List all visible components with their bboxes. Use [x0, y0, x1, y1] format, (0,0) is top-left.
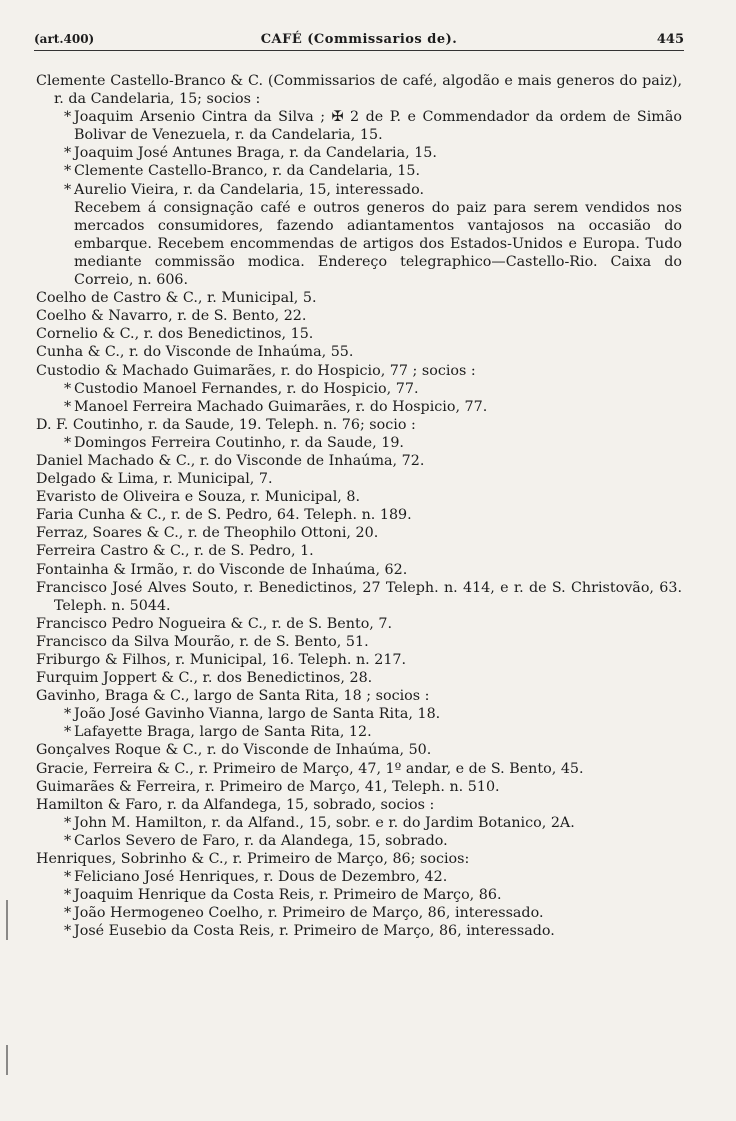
firm-entry: Guimarães & Ferreira, r. Primeiro de Março, 41, Teleph. n. 510. [36, 778, 500, 795]
running-header [34, 32, 684, 51]
partner-entry: * João José Gavinho Vianna, largo de Santa Rita, 18. [36, 705, 682, 723]
partner-entry: * Clemente Castello-Branco, r. da Candelaria, 15. [36, 162, 682, 180]
partner-entry: * Custodio Manoel Fernandes, r. do Hospicio, 77. [36, 380, 682, 398]
scan-mark [6, 900, 8, 940]
firm-entry: Gavinho, Braga & C., largo de Santa Rita, 18 ; socios : [36, 688, 430, 705]
partner-entry: * Joaquim Henrique da Costa Reis, r. Primeiro de Março, 86. [36, 886, 682, 904]
article-reference: (art.400) [34, 32, 95, 46]
firm-entry: Fontainha & Irmão, r. do Visconde de Inhaúma, 62. [36, 561, 408, 578]
firm-entry: Ferraz, Soares & C., r. de Theophilo Ottoni, 20. [36, 525, 379, 542]
partner-entry: * Feliciano José Henriques, r. Dous de Dezembro, 42. [36, 868, 682, 886]
partner-entry: * Carlos Severo de Faro, r. da Alandega, 15, sobrado. [36, 832, 682, 850]
firm-entry: Custodio & Machado Guimarães, r. do Hospicio, 77 ; socios : [36, 362, 476, 379]
firm-entry: Ferreira Castro & C., r. de S. Pedro, 1. [36, 543, 314, 560]
firm-entry: Furquim Joppert & C., r. dos Benedictinos, 28. [36, 670, 373, 687]
firm-entry: Hamilton & Faro, r. da Alfandega, 15, sobrado, socios : [36, 796, 435, 813]
partner-entry: * Lafayette Braga, largo de Santa Rita, 12. [36, 723, 682, 741]
firm-entry: Henriques, Sobrinho & C., r. Primeiro de Março, 86; socios: [36, 851, 470, 868]
firm-entry: Friburgo & Filhos, r. Municipal, 16. Teleph. n. 217. [36, 652, 407, 668]
partner-entry: * Aurelio Vieira, r. da Candelaria, 15, interessado. [36, 181, 682, 199]
firm-entry: Evaristo de Oliveira e Souza, r. Municipal, 8. [36, 489, 361, 506]
partner-entry: * Joaquim José Antunes Braga, r. da Candelaria, 15. [36, 144, 682, 162]
firm-description: Recebem á consignação café e outros generos do paiz para serem vendidos nos mercados consumidores, fazendo adiantamentos vantajosos na occasião do embarque. Recebem encommendas de artigos dos Estados-Unidos e Europa. Tudo mediante commissão modica. Endereço telegraphico—Castello-Rio. Caixa do Correio, n. 606. [74, 199, 682, 289]
firm-entry: Daniel Machado & C., r. do Visconde de Inhaúma, 72. [36, 452, 425, 469]
firm-entry: Francisco Pedro Noguеira & C., r. de S. Bento, 7. [36, 615, 393, 632]
directory-entries [36, 72, 682, 941]
partner-entry: * João Hermogeneo Coelho, r. Primeiro de Março, 86, interessado. [36, 904, 682, 922]
firm-entry: Coelho & Navarro, r. de S. Bento, 22. [36, 308, 307, 325]
page-number: 445 [656, 32, 684, 47]
firm-entry: Faria Cunha & C., r. de S. Pedro, 64. Teleph. n. 189. [36, 507, 412, 524]
firm-entry: Delgado & Lima, r. Municipal, 7. [36, 471, 273, 488]
section-title: CAFÉ (Commissarios de). [260, 32, 458, 47]
partner-entry: * Manoel Ferreira Machado Guimarães, r. do Hospicio, 77. [36, 398, 682, 416]
partner-entry: * Domingos Ferreira Coutinho, r. da Saude, 19. [36, 434, 682, 452]
partner-entry: * José Eusebio da Costa Reis, r. Primeiro de Março, 86, interessado. [36, 922, 682, 940]
partner-entry: * Joaquim Arsenio Cintra da Silva ; ✠ 2 de P. e Commendador da ordem de Simão Bolivar de Venezuela, r. da Candelaria, 15. [36, 108, 682, 144]
firm-entry: Coelho de Castro & C., r. Municipal, 5. [36, 290, 317, 307]
firm-entry: Cunha & C., r. do Visconde de Inhaúma, 55. [36, 344, 354, 361]
firm-entry: Gracie, Ferreira & C., r. Primeiro de Março, 47, 1º andar, e de S. Bento, 45. [36, 760, 584, 777]
firm-entry: Francisco José Alves Souto, r. Benedictinos, 27 Teleph. n. 414, e r. de S. Christovão, 63. Teleph. n. 5044. [36, 579, 682, 614]
firm-entry: Gonçalves Roque & C., r. do Visconde de Inhaúma, 50. [36, 742, 432, 759]
firm-entry: D. F. Coutinho, r. da Saude, 19. Teleph. n. 76; socio : [36, 416, 416, 433]
firm-entry: Cornelio & C., r. dos Benedictinos, 15. [36, 326, 314, 343]
firm-entry: Clemente Castello-Branco & C. (Commissarios de café, algodão e mais generos do paiz), r. da Candelaria, 15; socios : [36, 73, 682, 108]
partner-entry: * John M. Hamilton, r. da Alfand., 15, sobr. e r. do Jardim Botanico, 2A. [36, 814, 682, 832]
firm-entry: Francisco da Silva Mourão, r. de S. Bento, 51. [36, 633, 369, 650]
scan-mark [6, 1045, 8, 1075]
